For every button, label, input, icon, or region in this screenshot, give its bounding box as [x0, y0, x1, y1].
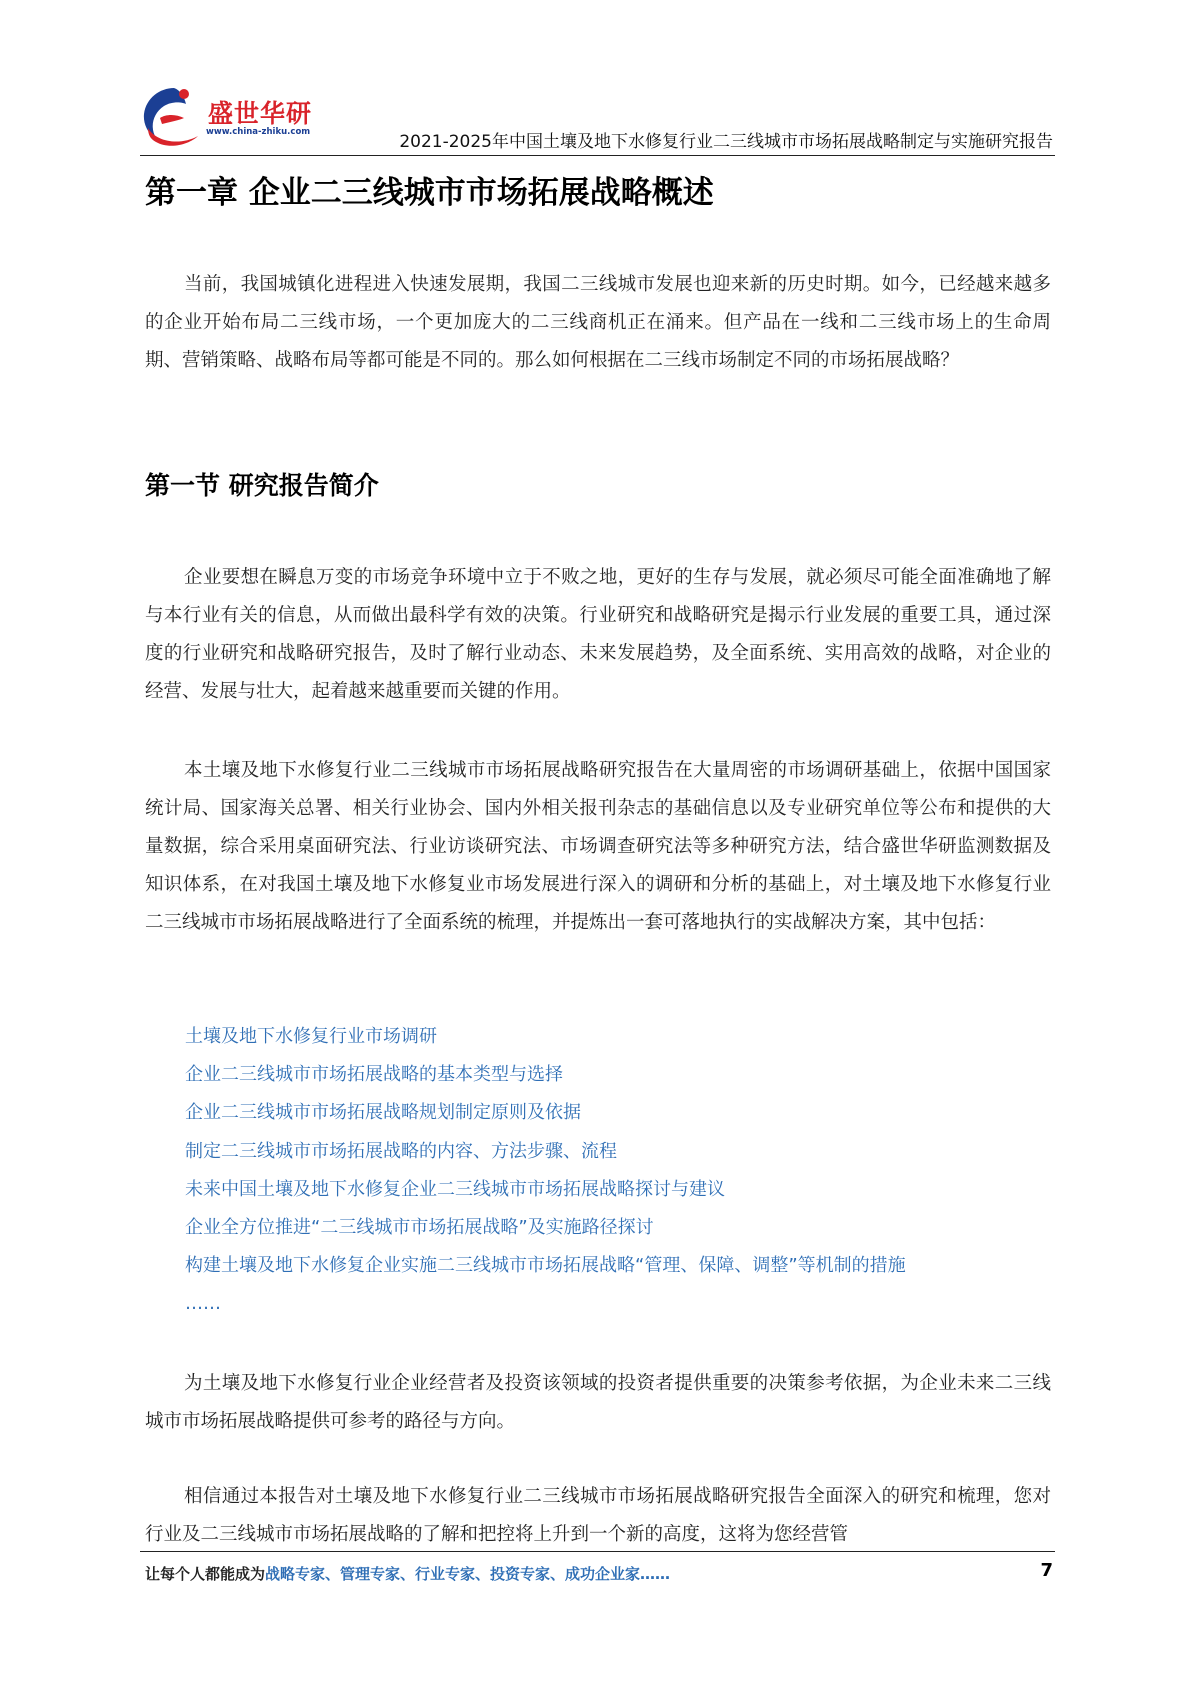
- highlight-item: 企业二三线城市市场拓展战略的基本类型与选择: [185, 1064, 563, 1086]
- highlight-item: 制定二三线城市市场拓展战略的内容、方法步骤、流程: [185, 1140, 617, 1162]
- header-title: 2021-2025年中国土壤及地下水修复行业二三线城市市场拓展战略制定与实施研究报告: [399, 132, 1053, 152]
- section-title: 第一节 研究报告简介: [145, 471, 379, 500]
- closing-paragraph: 为土壤及地下水修复行业企业经营者及投资该领域的投资者提供重要的决策参考依据，为企业未来二三线城市市场拓展战略提供可参考的路径与方向。: [145, 1373, 1051, 1432]
- chapter-title: 第一章 企业二三线城市市场拓展战略概述: [145, 175, 714, 211]
- logo-name: 盛世华研: [208, 99, 313, 128]
- footer-slogan: [145, 1563, 670, 1584]
- page-number: 7: [1040, 1560, 1053, 1581]
- logo-swoosh-icon: [140, 84, 210, 150]
- footer-slogan-prefix: 让每个人都能成为: [145, 1565, 266, 1583]
- company-logo: [140, 84, 313, 150]
- closing-paragraph: 相信通过本报告对土壤及地下水修复行业二三线城市市场拓展战略研究报告全面深入的研究和梳理，您对行业及二三线城市市场拓展战略的了解和把控将上升到一个新的高度，这将为您经营管: [145, 1486, 1051, 1545]
- highlight-item: 土壤及地下水修复行业市场调研: [185, 1026, 437, 1047]
- body-paragraph: 企业要想在瞬息万变的市场竞争环境中立于不败之地，更好的生存与发展，就必须尽可能全面准确地了解与本行业有关的信息，从而做出最科学有效的决策。行业研究和战略研究是揭示行业发展的重要工具，通过深度的行业研究和战略研究报告，及时了解行业动态、未来发展趋势，及全面系统、实用高效的战略，对企业的经营、发展与壮大，起着越来越重要而关键的作用。: [145, 567, 1051, 702]
- highlight-item: 企业二三线城市市场拓展战略规划制定原则及依据: [185, 1102, 581, 1124]
- highlight-item-ellipsis: ……: [185, 1293, 221, 1315]
- highlight-list: [185, 1018, 1051, 1324]
- highlight-item: 构建土壤及地下水修复企业实施二三线城市市场拓展战略“管理、保障、调整”等机制的措施: [185, 1255, 906, 1277]
- intro-paragraph: 当前，我国城镇化进程进入快速发展期，我国二三线城市发展也迎来新的历史时期。如今，已经越来越多的企业开始布局二三线市场，一个更加庞大的二三线商机正在涌来。但产品在一线和二三线市场上的生命周期、营销策略、战略布局等都可能是不同的。那么如何根据在二三线市场制定不同的市场拓展战略？: [145, 274, 1051, 371]
- highlight-item: 企业全方位推进“二三线城市市场拓展战略”及实施路径探讨: [185, 1217, 654, 1239]
- header-divider: [140, 155, 1055, 156]
- body-paragraph: 本土壤及地下水修复行业二三线城市市场拓展战略研究报告在大量周密的市场调研基础上，依据中国国家统计局、国家海关总署、相关行业协会、国内外相关报刊杂志的基础信息以及专业研究单位等公布和提供的大量数据，综合采用桌面研究法、行业访谈研究法、市场调查研究法等多种研究方法，结合盛世华研监测数据及知识体系，在对我国土壤及地下水修复业市场发展进行深入的调研和分析的基础上，对土壤及地下水修复行业二三线城市市场拓展战略进行了全面系统的梳理，并提炼出一套可落地执行的实战解决方案，其中包括：: [145, 760, 1051, 933]
- footer-slogan-highlight: 战略专家、管理专家、行业专家、投资专家、成功企业家……: [265, 1565, 671, 1583]
- highlight-item: 未来中国土壤及地下水修复企业二三线城市市场拓展战略探讨与建议: [185, 1178, 725, 1200]
- logo-url: www.china-zhiku.com: [206, 127, 311, 137]
- footer-divider: [140, 1551, 1055, 1552]
